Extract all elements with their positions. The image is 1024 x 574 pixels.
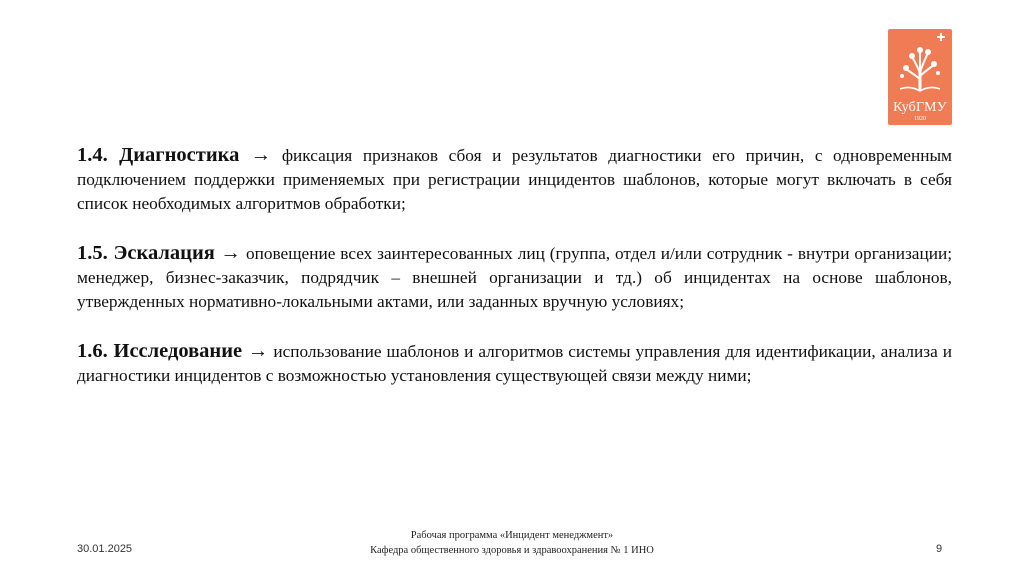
footer-line-program: Рабочая программа «Инцидент менеджмент» xyxy=(410,530,614,541)
logo-year: 1920 xyxy=(914,116,926,122)
section-investigation xyxy=(77,339,952,388)
logo-name: КубГМУ xyxy=(893,100,947,115)
slide-content xyxy=(77,143,952,413)
section-heading: 1.4. Диагностика → xyxy=(77,144,272,166)
page-number: 9 xyxy=(936,543,943,555)
section-heading: 1.5. Эскалация → xyxy=(77,242,242,264)
footer-line-department: Кафедра общественного здоровья и здравоохранения № 1 ИНО xyxy=(370,545,654,556)
section-heading: 1.6. Исследование → xyxy=(77,340,269,362)
section-text: оповещение всех заинтересованных лиц (группа, отдел и/или сотрудник - внутри организации; менеджер, бизнес-заказчик, подрядчик – внешней организации и тд.) об инцидентах на основе шаблонов, утвержденных нормативно-локальными актами, или заданных вручную условиях; xyxy=(77,244,952,311)
section-text: использование шаблонов и алгоритмов системы управления для идентификации, анализа и диагностики инцидентов с возможностью установления существующей связи между ними; xyxy=(77,342,952,385)
section-diagnostics xyxy=(77,143,952,216)
university-logo xyxy=(888,29,952,125)
section-text: фиксация признаков сбоя и результатов диагностики его причин, с одновременным подключением поддержки применяемых при регистрации инцидентов шаблонов, которые могут включать в себя список необходимых алгоритмов обработки; xyxy=(77,146,952,213)
section-escalation xyxy=(77,241,952,314)
footer-caption xyxy=(312,528,712,558)
footer-date: 30.01.2025 xyxy=(77,543,133,555)
